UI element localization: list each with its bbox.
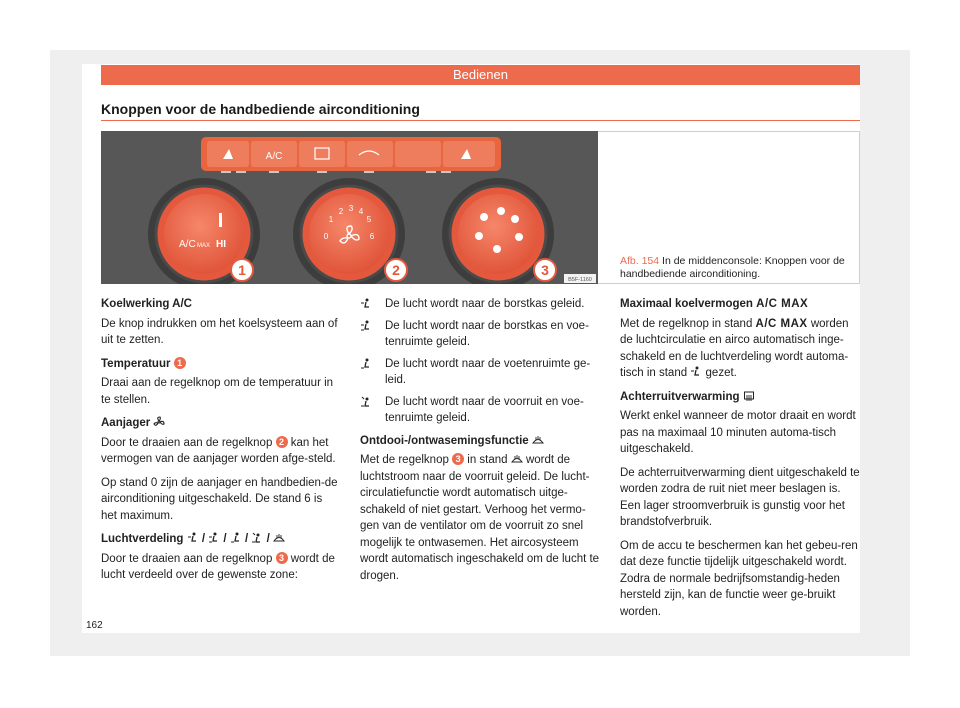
chest-air-icon xyxy=(187,532,199,544)
max-cooling-text: Met de regelknop in stand A/C MAX worden de luchtcirculatie en airco automatisch inge-schakeld en de luchtverdeling wordt automa-tisch in stand gezet. xyxy=(620,317,849,379)
fan-text-2: Op stand 0 zijn de aanjager en handbedien-de airconditioning uitgeschakeld. De stand 6 is het maximum. xyxy=(101,476,338,522)
chest-foot-air-icon xyxy=(360,320,372,332)
knob1-acmax-label: A/C xyxy=(179,239,196,250)
caption-number: Afb. 154 xyxy=(620,255,660,267)
distribution-text: Door te draaien aan de regelknop 3 wordt de lucht verdeeld over de gewenste zone: xyxy=(101,552,335,581)
foot-air-icon xyxy=(230,532,242,544)
temperature-text: Draai aan de regelknop om de temperatuur in te stellen. xyxy=(101,377,334,406)
svg-text:3: 3 xyxy=(541,262,549,278)
knob2-step-1: 1 xyxy=(328,215,334,224)
climate-panel-figure xyxy=(101,131,598,284)
rear-window-heating-icon xyxy=(743,390,755,402)
defrost-heading: Ontdooi-/ontwasemingsfunctie xyxy=(360,433,603,450)
temperature-heading: Temperatuur 1 xyxy=(101,356,341,373)
callout-badge-1: 1 xyxy=(174,357,186,369)
page-title: Knoppen voor de handbediende airconditioning xyxy=(101,101,420,117)
column-1 xyxy=(101,296,341,591)
knob2-step-5: 5 xyxy=(366,215,372,224)
page-number: 162 xyxy=(86,620,103,631)
knob1-max-label: MAX xyxy=(197,243,211,249)
svg-text:1: 1 xyxy=(238,262,246,278)
acmax-symbol: A/C MAX xyxy=(756,298,809,310)
chest-foot-air-icon xyxy=(208,532,220,544)
callout-badge-3: 3 xyxy=(452,453,464,465)
callout-badge-3: 3 xyxy=(276,552,288,564)
defrost-icon xyxy=(532,434,544,446)
list-item: De lucht wordt naar de voorruit en voe-tenruimte geleid. xyxy=(360,394,603,427)
knob2-step-2: 2 xyxy=(338,207,344,216)
cooling-heading: Koelwerking A/C xyxy=(101,298,192,310)
acmax-symbol: A/C MAX xyxy=(755,317,808,330)
section-header: Bedienen xyxy=(101,65,860,85)
rear-heating-heading: Achterruitverwarming xyxy=(620,389,860,406)
list-item: De lucht wordt naar de borstkas en voe-tenruimte geleid. xyxy=(360,318,603,351)
defrost-icon xyxy=(273,532,285,544)
windshield-foot-air-icon xyxy=(251,532,263,544)
distribution-heading: Luchtverdeling / / / / xyxy=(101,531,341,548)
title-divider xyxy=(101,120,860,121)
fan-heading: Aanjager xyxy=(101,415,341,432)
ac-button-label: A/C xyxy=(265,151,283,162)
figure-code: B5F-1160 xyxy=(568,277,592,283)
cooling-text: De knop indrukken om het koelsysteem aan of uit te zetten. xyxy=(101,317,338,346)
rear-heating-text-3: Om de accu te beschermen kan het gebeu-ren dat deze functie tijdelijk uitgeschakeld wordt. Zodra de normale bedrijfsomstandig-heden hersteld zijn, kan de functie weer ge-bruikt worden. xyxy=(620,539,858,618)
fan-icon xyxy=(153,416,165,428)
svg-text:2: 2 xyxy=(392,262,400,278)
max-cooling-heading: Maximaal koelvermogen A/C MAX xyxy=(620,298,809,310)
chest-air-icon xyxy=(360,298,372,310)
climate-panel-illustration xyxy=(101,131,598,284)
knob2-step-4: 4 xyxy=(358,207,364,216)
knob2-step-3: 3 xyxy=(348,204,354,213)
knob2-step-6: 6 xyxy=(369,232,375,241)
figure-caption xyxy=(620,255,852,281)
list-item: De lucht wordt naar de voetenruimte ge-leid. xyxy=(360,356,603,389)
chest-air-icon xyxy=(690,366,702,378)
rear-heating-text-1: Werkt enkel wanneer de motor draait en wordt pas na maximaal 10 minuten automa-tisch uitgeschakeld. xyxy=(620,410,856,455)
defrost-icon xyxy=(511,453,523,465)
knob2-step-0: 0 xyxy=(323,232,329,241)
list-item: De lucht wordt naar de borstkas geleid. xyxy=(360,296,603,313)
fan-text-1: Door te draaien aan de regelknop 2 kan het vermogen van de aanjager worden afge-steld. xyxy=(101,436,336,465)
defrost-text: Met de regelknop 3 in stand wordt de luchtstroom naar de voorruit geleid. De lucht-circulatiefunctie wordt automatisch uitge-schakeld of niet gestart. Verhoog het vermo-gen van de ventilator om de voorruit zo snel mogelijk te ontwasemen. Het aircosysteem wordt automatisch ingeschakeld om de lucht te drogen. xyxy=(360,454,600,582)
windshield-foot-air-icon xyxy=(360,396,372,408)
callout-badge-2: 2 xyxy=(276,436,288,448)
caption-text: In de middenconsole: Knoppen voor de handbediende airconditioning. xyxy=(620,255,845,280)
column-3 xyxy=(620,296,860,627)
knob1-hi-label: HI xyxy=(216,239,226,250)
rear-heating-text-2: De achterruitverwarming dient uitgeschakeld te worden zodra de ruit niet meer beslagen is. Een lager stroomverbruik is gunstig voor het brandstofverbruik. xyxy=(620,466,860,528)
column-2 xyxy=(360,296,603,591)
foot-air-icon xyxy=(360,358,372,370)
